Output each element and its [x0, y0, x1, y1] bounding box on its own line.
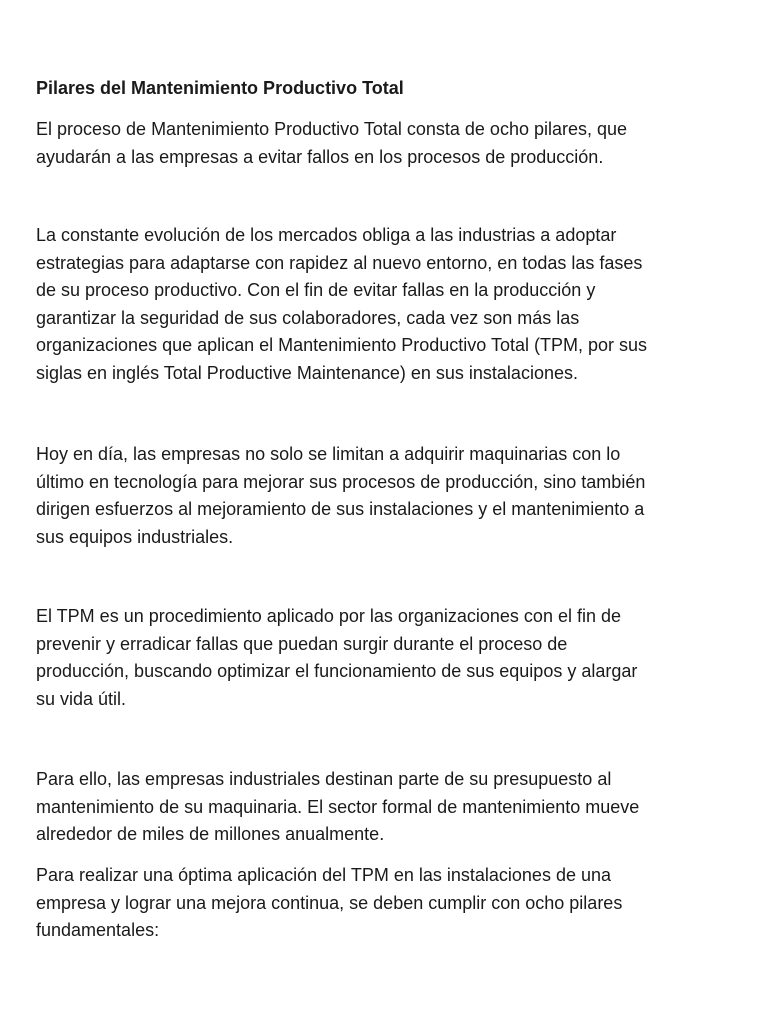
paragraph-tpm-definition: El TPM es un procedimiento aplicado por las organizaciones con el fin de prevenir y erradicar fallas que puedan surgir durante el proceso de producción, buscando optimizar el funcionamiento de sus equipos y alargar su vida útil. [36, 606, 638, 709]
paragraph-budget: Para ello, las empresas industriales destinan parte de su presupuesto al mantenimiento de su maquinaria. El sector formal de mantenimiento mueve alrededor de miles de millones anualmente. [36, 769, 640, 844]
paragraph-pillars-intro: Para realizar una óptima aplicación del TPM en las instalaciones de una empresa y lograr una mejora continua, se deben cumplir con ocho pilares fundamentales: [36, 865, 623, 940]
paragraph-intro: El proceso de Mantenimiento Productivo Total consta de ocho pilares, que ayudarán a las empresas a evitar fallos en los procesos de producción. [36, 119, 628, 167]
page-title: Pilares del Mantenimiento Productivo Total [36, 78, 404, 98]
paragraph-technology: Hoy en día, las empresas no solo se limitan a adquirir maquinarias con lo último en tecnología para mejorar sus procesos de producción, sino también dirigen esfuerzos al mejoramiento de sus instalaciones y el mantenimiento a sus equipos industriales. [36, 444, 646, 547]
paragraph-market-evolution: La constante evolución de los mercados obliga a las industrias a adoptar estrategias para adaptarse con rapidez al nuevo entorno, en todas las fases de su proceso productivo. Con el fin de evitar fallas en la producción y garantizar la seguridad de sus colaboradores, cada vez son más las organizaciones que aplican el Mantenimiento Productivo Total (TPM, por sus siglas en inglés Total Productive Maintenance) en sus instalaciones. [36, 225, 647, 383]
